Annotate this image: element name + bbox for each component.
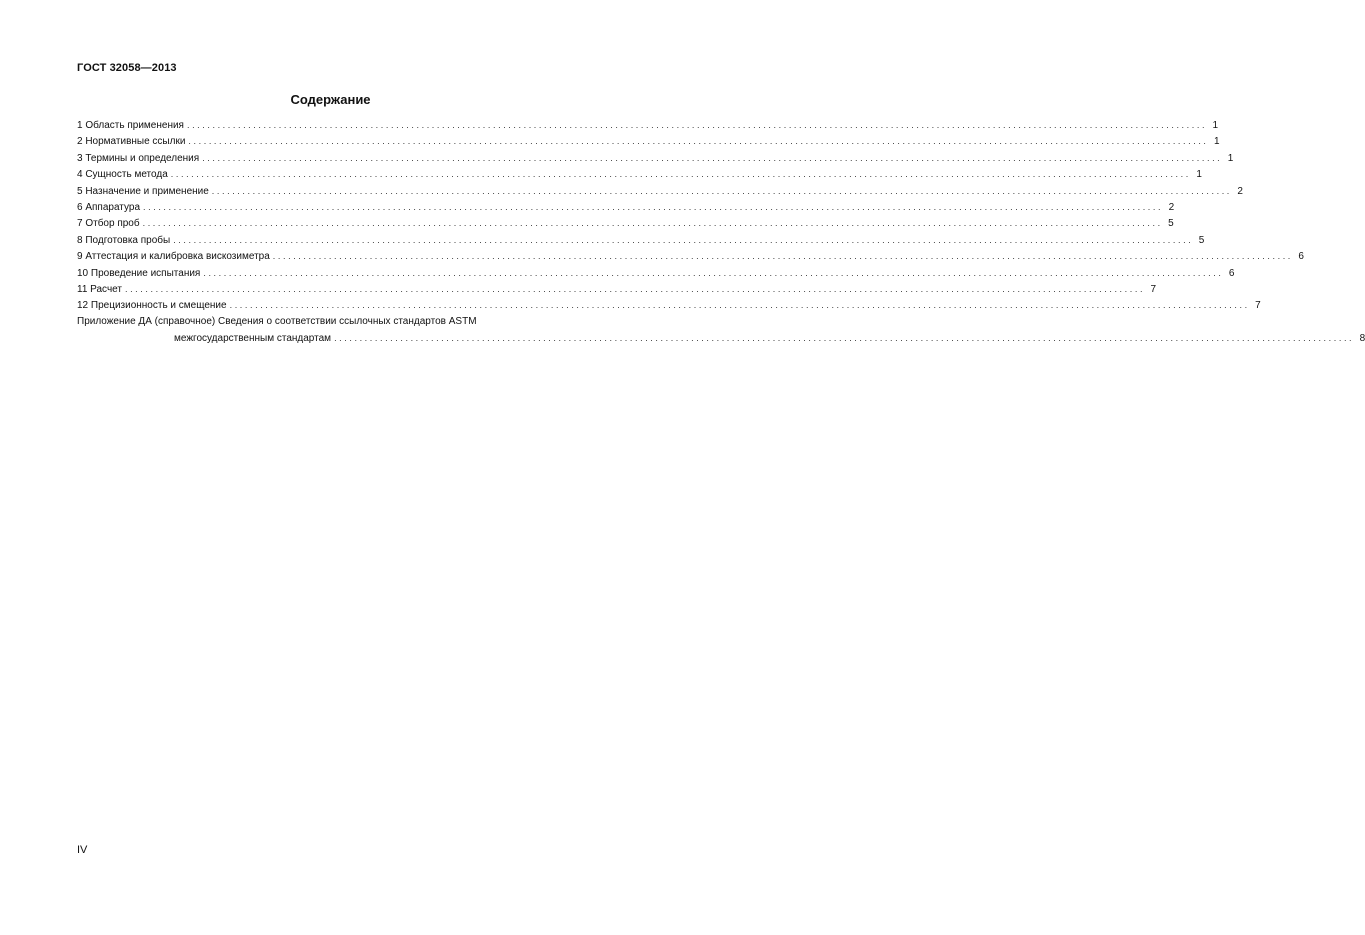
- toc-entry-label: 9 Аттестация и калибровка вискозиметра: [77, 251, 270, 263]
- toc-entry-page: 8: [1359, 333, 1365, 345]
- toc-entry[interactable]: [77, 215, 1174, 231]
- toc-entry-label: 8 Подготовка пробы: [77, 234, 171, 246]
- toc-leader-dots: ........................................................................................................................................................................................................: [272, 251, 1293, 262]
- toc-leader-dots: ........................................................................................................................................................................................................: [229, 300, 1250, 311]
- toc-leader-dots: ........................................................................................................................................................................................................: [143, 201, 1164, 212]
- toc-entry-label: 2 Нормативные ссылки: [77, 136, 186, 148]
- toc-appendix-entry[interactable]: [77, 314, 1365, 347]
- toc-entry-label: 12 Прецизионность и смещение: [77, 300, 227, 312]
- toc-entry-page: 1: [1227, 152, 1234, 164]
- toc-entry-page: 1: [1212, 120, 1219, 131]
- toc-entry-page: 5: [1168, 218, 1174, 230]
- toc-entry-label: 4 Сущность метода: [77, 169, 168, 181]
- toc-entry-page: 7: [1150, 283, 1157, 295]
- toc-appendix-continuation: [77, 330, 1365, 346]
- toc-entry-label: 1 Область применения: [77, 120, 184, 131]
- toc-entry-page: 6: [1298, 251, 1304, 263]
- toc-leader-dots: ........................................................................................................................................................................................................: [202, 152, 1223, 163]
- toc-entry-label: 7 Отбор проб: [77, 218, 140, 230]
- toc-entry-label: 6 Аппаратура: [77, 201, 141, 213]
- page-title: Содержание: [290, 92, 371, 107]
- toc-entry-page: 1: [1196, 169, 1202, 181]
- toc-entry[interactable]: [77, 232, 1205, 248]
- toc-entry[interactable]: [77, 297, 1261, 313]
- toc-entry[interactable]: [77, 265, 1235, 281]
- toc-leader-dots: ........................................................................................................................................................................................................: [186, 120, 1208, 130]
- toc-leader-dots: ........................................................................................................................................................................................................: [203, 267, 1224, 278]
- toc-leader-dots: ........................................................................................................................................................................................................: [211, 185, 1232, 196]
- toc-entry-page: 7: [1255, 300, 1261, 312]
- table-of-contents: [77, 117, 1365, 346]
- toc-entry[interactable]: [77, 133, 1220, 149]
- toc-entry-page: 2: [1168, 201, 1175, 213]
- toc-leader-dots: ........................................................................................................................................................................................................: [334, 333, 1355, 344]
- toc-leader-dots: ........................................................................................................................................................................................................: [170, 169, 1191, 180]
- toc-entry[interactable]: [77, 166, 1202, 182]
- page-number: IV: [77, 844, 88, 856]
- toc-leader-dots: ........................................................................................................................................................................................................: [142, 218, 1163, 229]
- toc-appendix-title: Приложение ДА (справочное) Сведения о соответствии ссылочных стандартов ASTM: [77, 315, 477, 327]
- toc-leader-dots: ........................................................................................................................................................................................................: [173, 234, 1194, 245]
- toc-entry-label: 3 Термины и определения: [77, 152, 200, 164]
- toc-entry-label: межгосударственным стандартам: [174, 333, 332, 345]
- toc-entry-label: 5 Назначение и применение: [77, 185, 209, 197]
- document-code: ГОСТ 32058—2013: [77, 62, 177, 74]
- toc-entry[interactable]: [77, 117, 1219, 133]
- toc-entry-page: 6: [1228, 267, 1235, 279]
- toc-entry[interactable]: [77, 281, 1157, 297]
- toc-entry-page: 1: [1213, 136, 1220, 148]
- toc-entry[interactable]: [77, 248, 1304, 264]
- toc-entry[interactable]: [77, 199, 1175, 215]
- toc-entry[interactable]: [77, 183, 1243, 199]
- toc-leader-dots: ........................................................................................................................................................................................................: [188, 136, 1209, 147]
- toc-entry[interactable]: [77, 150, 1234, 166]
- toc-entry-label: 10 Проведение испытания: [77, 267, 201, 279]
- toc-leader-dots: ........................................................................................................................................................................................................: [124, 283, 1146, 294]
- toc-entry-label: 11 Расчет: [77, 283, 122, 295]
- toc-entry-page: 2: [1237, 185, 1243, 197]
- toc-entry-page: 5: [1198, 234, 1205, 246]
